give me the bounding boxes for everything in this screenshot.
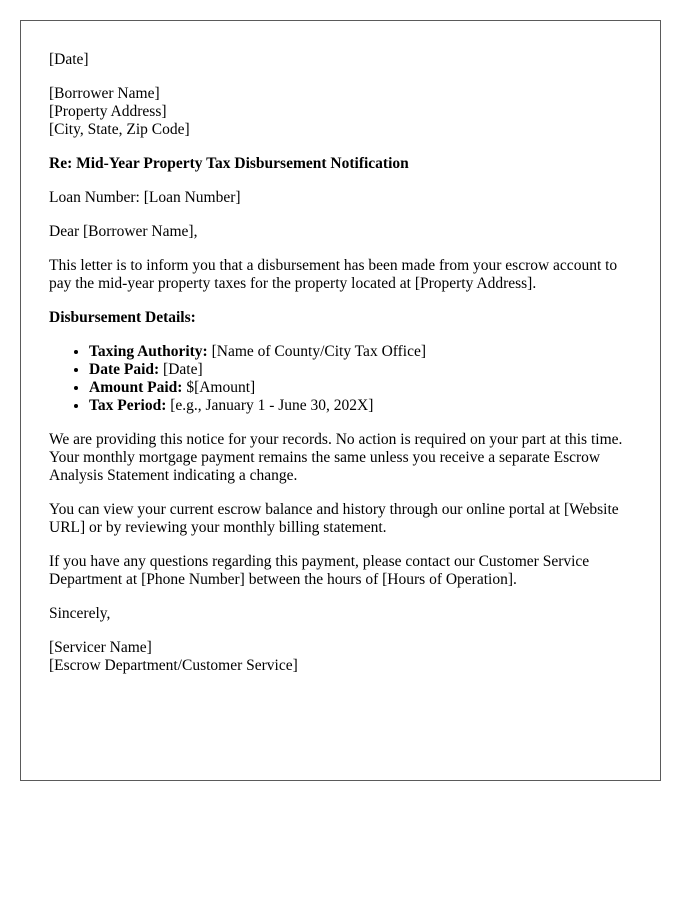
- records-paragraph: We are providing this notice for your records. No action is required on your part at this time. Your monthly mortgage payment remains the same unless you receive a separate Escrow Analysis Statement indicating a change.: [49, 431, 623, 484]
- recipient-name: [Borrower Name]: [49, 85, 160, 102]
- detail-item-amount-paid: [89, 379, 632, 397]
- recipient-address: [49, 85, 632, 139]
- details-list: [49, 343, 632, 415]
- letter-date: [Date]: [49, 51, 89, 68]
- portal-paragraph: You can view your current escrow balance and history through our online portal at [Website URL] or by reviewing your monthly billing statement.: [49, 501, 619, 536]
- subject-line: Re: Mid-Year Property Tax Disbursement Notification: [49, 155, 409, 172]
- detail-value: $[Amount]: [182, 379, 256, 396]
- intro-paragraph: This letter is to inform you that a disbursement has been made from your escrow account to pay the mid-year property taxes for the property located at [Property Address].: [49, 257, 618, 292]
- letter-page: [20, 20, 661, 781]
- recipient-city-state-zip: [City, State, Zip Code]: [49, 121, 190, 138]
- closing: Sincerely,: [49, 605, 111, 622]
- loan-number: Loan Number: [Loan Number]: [49, 189, 241, 206]
- detail-label: Amount Paid:: [89, 379, 183, 396]
- servicer-department: [Escrow Department/Customer Service]: [49, 657, 298, 674]
- signature-block: [49, 639, 632, 675]
- servicer-name: [Servicer Name]: [49, 639, 152, 656]
- detail-item-date-paid: [89, 361, 632, 379]
- details-heading: Disbursement Details:: [49, 309, 196, 326]
- detail-label: Tax Period:: [89, 397, 167, 414]
- detail-value: [Name of County/City Tax Office]: [207, 343, 427, 360]
- detail-item-tax-period: [89, 397, 632, 415]
- detail-label: Date Paid:: [89, 361, 160, 378]
- detail-label: Taxing Authority:: [89, 343, 208, 360]
- detail-item-taxing-authority: [89, 343, 632, 361]
- detail-value: [e.g., January 1 - June 30, 202X]: [166, 397, 374, 414]
- contact-paragraph: If you have any questions regarding this payment, please contact our Customer Service Department at [Phone Number] between the hours of [Hours of Operation].: [49, 553, 590, 588]
- salutation: Dear [Borrower Name],: [49, 223, 198, 240]
- detail-value: [Date]: [159, 361, 203, 378]
- recipient-property-address: [Property Address]: [49, 103, 167, 120]
